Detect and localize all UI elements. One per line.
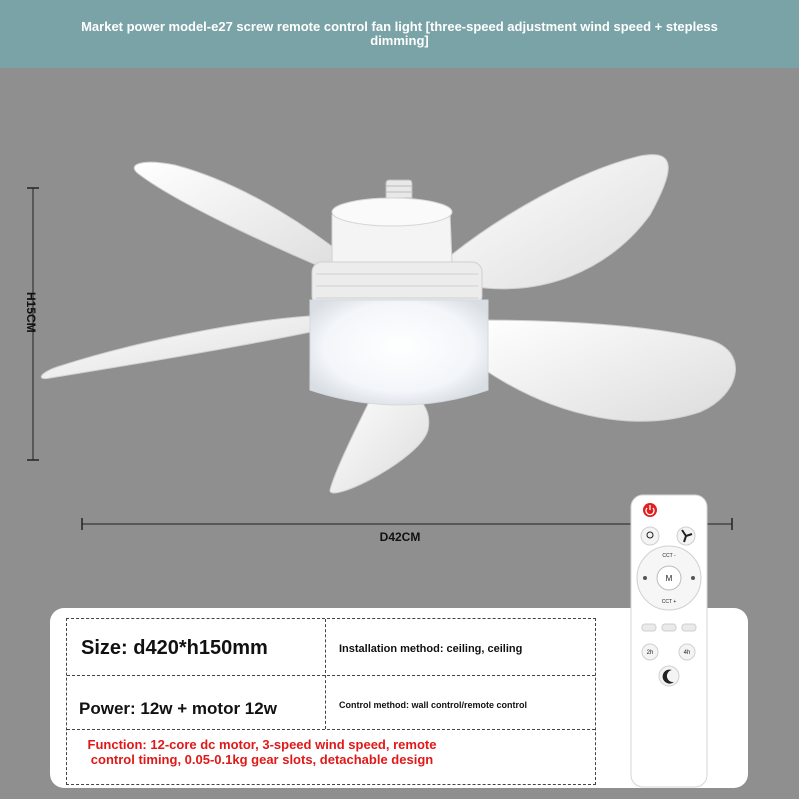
fan-icon — [677, 527, 695, 545]
direction-pad — [637, 546, 701, 610]
timer-4h-label: 4h — [683, 650, 691, 656]
blade-right — [480, 320, 735, 421]
spec-installation: Installation method: ceiling, ceiling — [339, 643, 523, 655]
height-label: H15CM — [24, 291, 38, 333]
night-mode-icon — [659, 666, 679, 686]
cct-plus-label: CCT + — [661, 599, 677, 605]
spec-table — [66, 618, 596, 785]
table-divider-row1 — [67, 675, 595, 676]
blade-left-top — [134, 162, 355, 275]
light-dome — [310, 300, 488, 405]
remote-control — [630, 494, 708, 788]
blade-bottom — [330, 390, 429, 493]
light-bulb-icon — [641, 527, 659, 545]
table-divider-row2 — [67, 729, 595, 730]
spec-size: Size: d420*h150mm — [81, 637, 268, 659]
spec-power: Power: 12w + motor 12w — [79, 699, 277, 718]
timer-2h-label: 2h — [646, 650, 654, 656]
power-button — [643, 503, 657, 517]
spec-control: Control method: wall control/remote control — [339, 700, 528, 710]
product-title: Market power model-e27 screw remote control fan light [three-speed adjustment wind speed + stepless dimming] — [81, 19, 718, 48]
cct-minus-label: CCT - — [662, 553, 676, 559]
diameter-label: D42CM — [379, 530, 421, 544]
table-divider-column — [325, 619, 326, 729]
blade-left — [41, 316, 320, 379]
spec-function: Function: 12-core dc motor, 3-speed wind speed, remote control timing, 0.05-0.1kg gear slots, detachable design — [87, 737, 437, 767]
speed-buttons — [642, 624, 696, 631]
mode-button: M — [665, 574, 673, 583]
